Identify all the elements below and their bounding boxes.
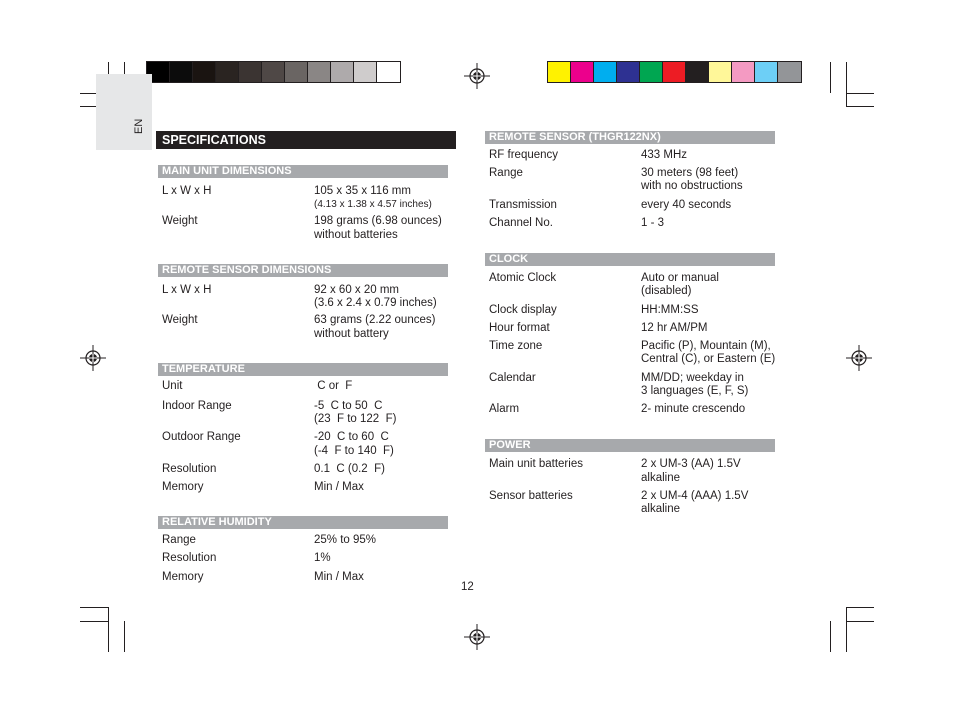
spec-value: (-4 F to 140 F) [314,445,394,457]
language-tab [96,74,152,150]
spec-value: 2 x UM-3 (AA) 1.5V [641,458,741,470]
color-swatch [354,62,377,82]
section-header: REMOTE SENSOR (THGR122NX) [485,131,775,144]
color-swatch [732,62,755,82]
color-swatch [778,62,801,82]
spec-value: 198 grams (6.98 ounces) [314,215,442,227]
spec-value: 2 x UM-4 (AAA) 1.5V [641,490,749,502]
section-header: POWER [485,439,775,452]
spec-label: Memory [162,481,204,493]
spec-label: Memory [162,571,204,583]
color-swatch [285,62,308,82]
spec-value: MM/DD; weekday in [641,372,744,384]
color-swatch [594,62,617,82]
spec-value: Min / Max [314,481,364,493]
page-title: SPECIFICATIONS [156,131,456,149]
spec-label: Unit [162,380,183,392]
spec-value: alkaline [641,472,680,484]
spec-value: with no obstructions [641,180,743,192]
spec-label: Weight [162,215,198,227]
color-swatch [640,62,663,82]
color-swatch [617,62,640,82]
color-swatch [663,62,686,82]
color-swatch [709,62,732,82]
spec-label: Main unit batteries [489,458,583,470]
spec-value: 2- minute crescendo [641,403,746,415]
spec-label: Atomic Clock [489,272,557,284]
spec-label: L x W x H [162,284,212,296]
spec-label: Weight [162,314,198,326]
spec-label: Range [162,534,196,546]
spec-value: (23 F to 122 F) [314,413,397,425]
spec-label: RF frequency [489,149,559,161]
spec-label: Time zone [489,340,543,352]
spec-value: Auto or manual [641,272,719,284]
spec-value: 92 x 60 x 20 mm [314,284,400,296]
spec-label: Channel No. [489,217,553,229]
color-swatch [308,62,331,82]
spec-label: Alarm [489,403,520,415]
process-color-bar [547,61,802,83]
section-header: REMOTE SENSOR DIMENSIONS [158,264,448,277]
color-swatch [216,62,239,82]
section-header: RELATIVE HUMIDITY [158,516,448,529]
spec-label: Hour format [489,322,550,334]
spec-value: 30 meters (98 feet) [641,167,739,179]
color-swatch [170,62,193,82]
section-header: MAIN UNIT DIMENSIONS [158,165,448,178]
spec-value: alkaline [641,503,680,515]
spec-label: Calendar [489,372,536,384]
color-swatch [239,62,262,82]
spec-value: every 40 seconds [641,199,732,211]
registration-mark-right-icon [846,345,872,371]
spec-value: (3.6 x 2.4 x 0.79 inches) [314,297,437,309]
spec-value: 0.1 C (0.2 F) [314,463,385,475]
spec-value: Central (C), or Eastern (E) [641,353,776,365]
spec-value: 105 x 35 x 116 mm [314,185,411,197]
registration-mark-bottom-icon [464,624,490,650]
spec-value: Pacific (P), Mountain (M), [641,340,771,352]
spec-label: Resolution [162,552,217,564]
color-swatch [331,62,354,82]
grayscale-color-bar [146,61,401,83]
color-swatch [377,62,400,82]
spec-value: Min / Max [314,571,364,583]
color-swatch [571,62,594,82]
spec-value: 63 grams (2.22 ounces) [314,314,436,326]
spec-value: -20 C to 60 C [314,431,389,443]
registration-mark-left-icon [80,345,106,371]
spec-value: C or F [314,380,353,392]
spec-value: HH:MM:SS [641,304,699,316]
spec-label: Clock display [489,304,557,316]
color-swatch [686,62,709,82]
spec-label: L x W x H [162,185,212,197]
registration-mark-top-icon [464,63,490,89]
section-header: CLOCK [485,253,775,266]
spec-value: (disabled) [641,285,692,297]
spec-value: -5 C to 50 C [314,400,383,412]
language-tab-label: EN [133,118,145,134]
spec-value: 1 - 3 [641,217,665,229]
spec-label: Indoor Range [162,400,232,412]
spec-value: 3 languages (E, F, S) [641,385,749,397]
spec-label: Range [489,167,523,179]
spec-value: 12 hr AM/PM [641,322,708,334]
spec-value: 25% to 95% [314,534,377,546]
spec-label: Outdoor Range [162,431,241,443]
section-header: TEMPERATURE [158,363,448,376]
color-swatch [262,62,285,82]
spec-label: Resolution [162,463,217,475]
color-swatch [548,62,571,82]
spec-value: (4.13 x 1.38 x 4.57 inches) [314,199,432,210]
spec-value: without batteries [314,229,398,241]
spec-value: 433 MHz [641,149,688,161]
spec-value: 1% [314,552,331,564]
spec-label: Transmission [489,199,557,211]
spec-value: without battery [314,328,389,340]
page-number: 12 [461,581,474,593]
spec-label: Sensor batteries [489,490,573,502]
color-swatch [193,62,216,82]
color-swatch [755,62,778,82]
